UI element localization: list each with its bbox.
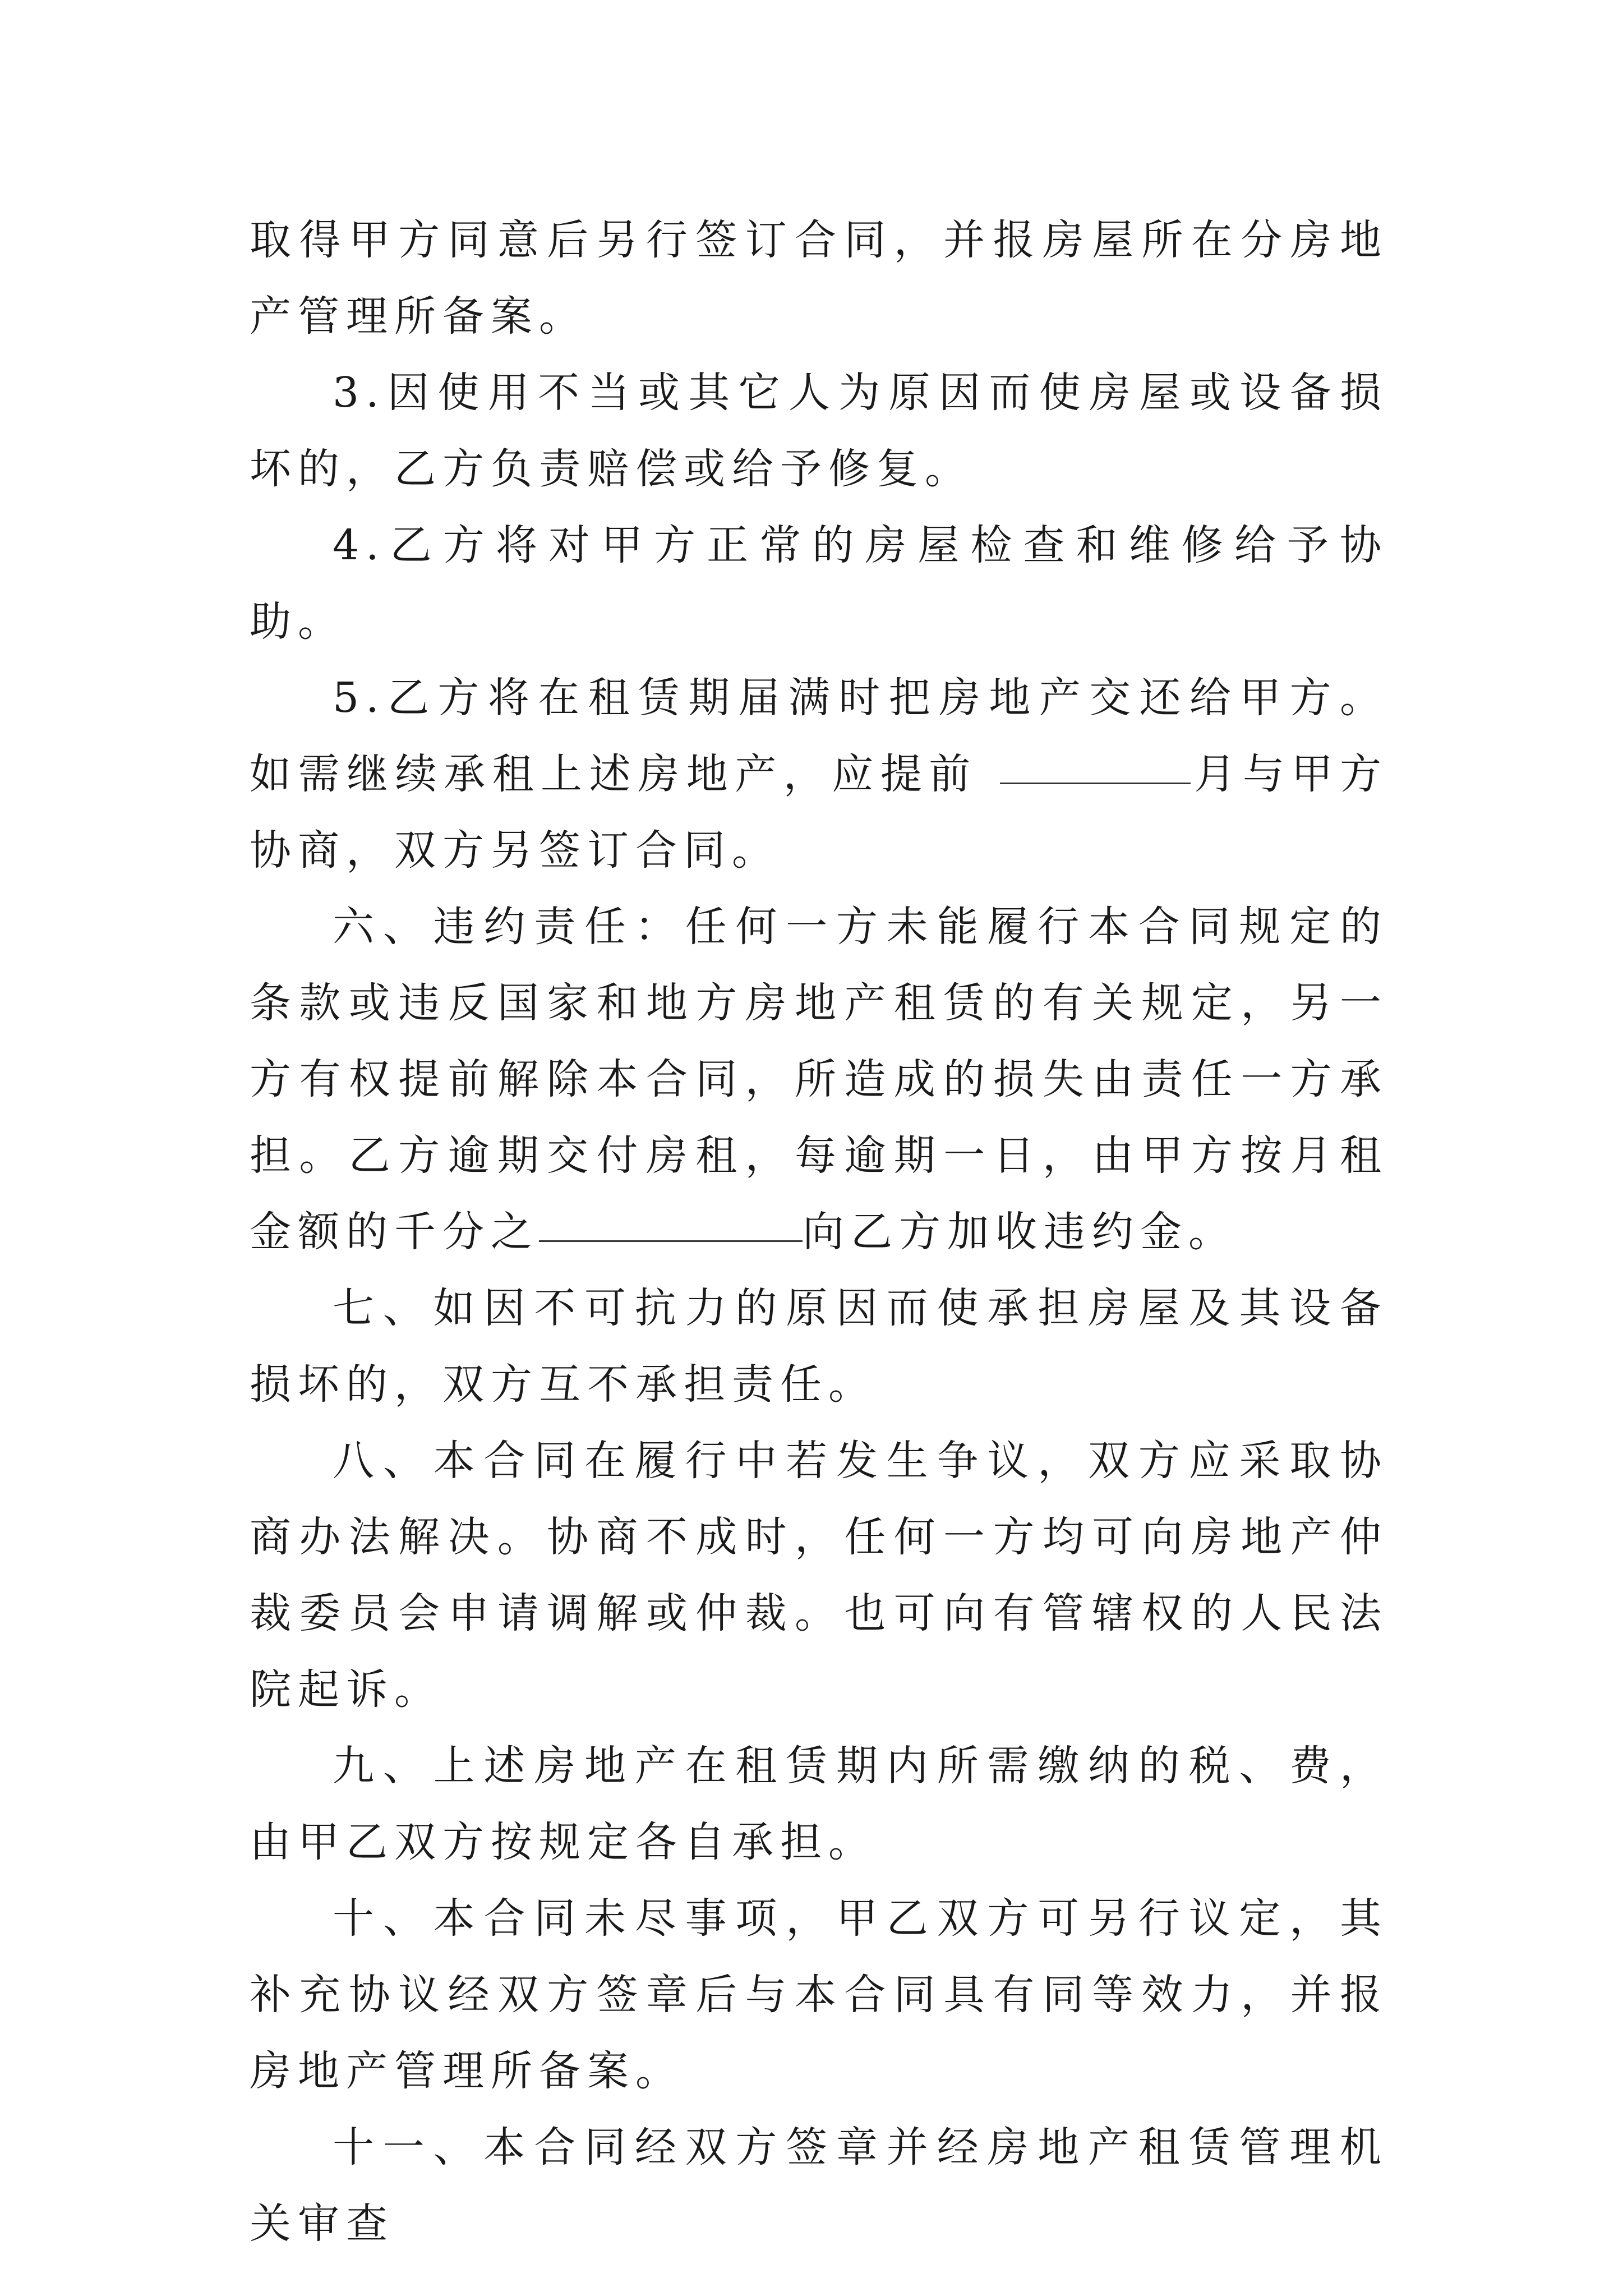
contract-page — [250, 202, 1388, 2262]
paragraph-text: 十、本合同未尽事项，甲乙双方可另行议定，其补充协议经双方签章后与本合同具有同等效力，并报房地产管理所备案。 — [250, 1894, 1388, 2095]
clause-5 — [250, 660, 1388, 889]
clause-six-breach-liability — [250, 889, 1388, 1270]
clause-3 — [250, 355, 1388, 507]
clause-nine-taxes — [250, 1728, 1388, 1880]
fill-in-blank-rate — [539, 1240, 803, 1242]
clause-eight-disputes — [250, 1423, 1388, 1728]
clause-4 — [250, 507, 1388, 660]
paragraph-text: 八、本合同在履行中若发生争议，双方应采取协商办法解决。协商不成时，任何一方均可向房地产仲裁委员会申请调解或仲裁。也可向有管辖权的人民法院起诉。 — [250, 1437, 1388, 1714]
paragraph-text: 4.乙方将对甲方正常的房屋检查和维修给予协助。 — [250, 521, 1388, 646]
paragraph-text: 七、如因不可抗力的原因而使承担房屋及其设备损坏的，双方互不承担责任。 — [250, 1284, 1388, 1409]
clause-ten-supplementary — [250, 1880, 1388, 2109]
clause-seven-force-majeure — [250, 1270, 1388, 1423]
paragraph-text: 5.乙方将在租赁期届满时把房地产交还给甲方。如需继续承租上述房地产，应提前 — [250, 674, 1388, 798]
paragraph-text: 九、上述房地产在租赁期内所需缴纳的税、费，由甲乙双方按规定各自承担。 — [250, 1742, 1388, 1866]
paragraph-text: 向乙方加收违约金。 — [803, 1208, 1237, 1256]
paragraph-text: 十一、本合同经双方签章并经房地产租赁管理机关审查 — [250, 2123, 1388, 2248]
clause-eleven-effect — [250, 2109, 1388, 2262]
paragraph-text: 取得甲方同意后另行签订合同，并报房屋所在分房地产管理所备案。 — [250, 216, 1388, 341]
fill-in-blank-months — [1000, 782, 1191, 784]
paragraph-text: 3.因使用不当或其它人为原因而使房屋或设备损坏的，乙方负责赔偿或给予修复。 — [250, 369, 1388, 493]
paragraph-text: 六、违约责任：任何一方未能履行本合同规定的条款或违反国家和地方房地产租赁的有关规定，另一方有权提前解除本合同，所造成的损失由责任一方承担。乙方逾期交付房租，每逾期一日，由甲方按月租金额的千分之 — [250, 903, 1388, 1256]
paragraph-continuation — [250, 202, 1388, 355]
paragraph-text: 月与甲方协商，双方另签订合同。 — [250, 750, 1389, 875]
